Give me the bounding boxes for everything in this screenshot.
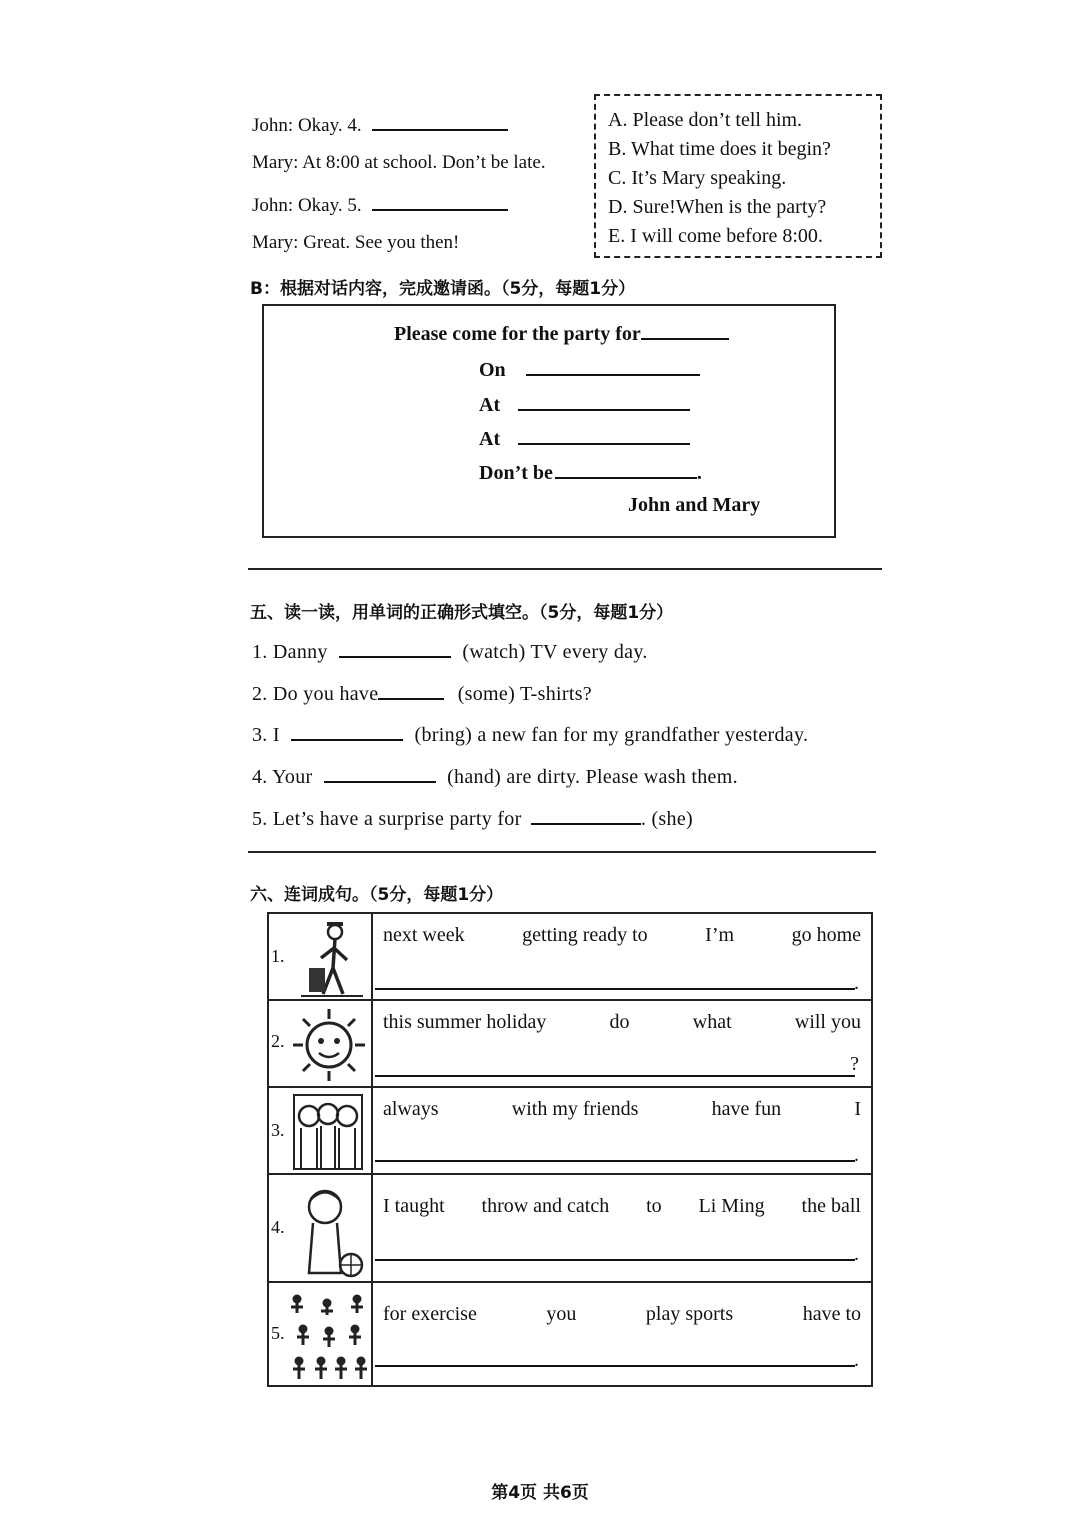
period: . [696, 462, 702, 484]
row-number: 3. [271, 1120, 285, 1140]
word-chunk: what [692, 1011, 732, 1033]
sun-face-icon [287, 1005, 371, 1085]
word-chunk: go home [791, 924, 861, 946]
end-punctuation: . [854, 1243, 859, 1265]
invite-at-1 [479, 391, 690, 417]
row-number: 4. [271, 1217, 285, 1237]
picture-cell [268, 1174, 372, 1282]
answer-blank[interactable] [378, 680, 444, 700]
row-number: 2. [271, 1031, 285, 1051]
word-chunk: next week [383, 924, 465, 946]
answer-line[interactable] [375, 1365, 855, 1367]
table-row [268, 913, 872, 1000]
item-text: (bring) a new fan for my grandfather yesterday. [414, 724, 809, 746]
word-chunk: always [383, 1098, 439, 1120]
picture-cell [268, 1000, 372, 1087]
word-list [383, 1011, 861, 1034]
option-d: D. Sure!When is the party? [608, 196, 827, 218]
fill-item-1 [252, 638, 648, 664]
divider [248, 851, 876, 853]
dialogue-line-3 [252, 192, 508, 217]
word-cell [372, 1282, 872, 1386]
option-e: E. I will come before 8:00. [608, 225, 823, 247]
row-number: 5. [271, 1323, 285, 1343]
invite-at-2 [479, 425, 690, 451]
item-text: 1. Danny [252, 641, 328, 663]
answer-blank[interactable] [518, 391, 690, 411]
word-list [383, 1303, 861, 1326]
section-6-header: 六、连词成句。（5分，每题1分） [250, 885, 504, 905]
answer-blank[interactable] [641, 320, 729, 340]
answer-blank[interactable] [372, 192, 508, 211]
item-text: (some) T-shirts? [457, 683, 592, 705]
word-chunk: this summer holiday [383, 1011, 547, 1033]
boy-with-ball-icon [299, 1183, 369, 1279]
speaker: John: [252, 195, 294, 217]
row-number: 1. [271, 946, 285, 966]
dialogue-line-4 [252, 232, 459, 254]
dialogue-line-2 [252, 152, 546, 174]
word-chunk: with my friends [511, 1098, 639, 1120]
word-chunk: you [546, 1303, 577, 1325]
invitation-box [262, 304, 836, 538]
word-list [383, 1098, 861, 1121]
option-b: B. What time does it begin? [608, 138, 831, 160]
word-chunk: I’m [705, 924, 735, 946]
table-row [268, 1174, 872, 1282]
word-chunk: I taught [383, 1195, 445, 1217]
at-label: At [479, 428, 501, 450]
answer-blank[interactable] [518, 425, 690, 445]
sports-figures-icon [285, 1289, 369, 1385]
item-text: 3. I [252, 724, 280, 746]
fill-item-4 [252, 763, 738, 789]
line-text: At 8:00 at school. Don’t be late. [302, 152, 546, 173]
item-text: . (she) [640, 808, 693, 830]
word-cell [372, 1000, 872, 1087]
line-text: Okay. 5. [297, 195, 362, 217]
end-punctuation: ? [850, 1053, 859, 1075]
answer-blank[interactable] [555, 459, 697, 479]
speaker: John: [252, 115, 294, 137]
at-label: At [479, 394, 501, 416]
line-text: Okay. 4. [297, 115, 362, 137]
word-chunk: to [646, 1195, 662, 1217]
answer-line[interactable] [375, 1075, 855, 1077]
picture-cell [268, 1087, 372, 1174]
answer-line[interactable] [375, 1160, 855, 1162]
word-cell [372, 913, 872, 1000]
item-text: (watch) TV every day. [462, 641, 648, 663]
divider [248, 568, 882, 570]
fill-item-3 [252, 721, 808, 747]
friends-group-icon [291, 1092, 365, 1172]
picture-cell [268, 1282, 372, 1386]
line-text: Great. See you then! [303, 232, 460, 253]
end-punctuation: . [854, 1349, 859, 1371]
section-5-header: 五、读一读，用单词的正确形式填空。（5分，每题1分） [250, 603, 674, 623]
word-cell [372, 1174, 872, 1282]
answer-blank[interactable] [324, 763, 436, 783]
answer-blank[interactable] [339, 638, 451, 658]
option-a: A. Please don’t tell him. [608, 109, 803, 131]
word-chunk: will you [794, 1011, 861, 1033]
word-chunk: I [854, 1098, 861, 1120]
word-cell [372, 1087, 872, 1174]
invite-title [394, 320, 729, 346]
on-label: On [479, 359, 506, 381]
page-footer: 第4页 共6页 [491, 1483, 589, 1503]
word-chunk: for exercise [383, 1303, 477, 1325]
invite-signature: John and Mary [628, 494, 761, 516]
word-list [383, 924, 861, 947]
options-box [594, 94, 882, 258]
dont-label: Don’t be [479, 462, 553, 484]
fill-item-2 [252, 680, 592, 706]
answer-blank[interactable] [372, 112, 508, 131]
dialogue-line-1 [252, 112, 508, 137]
item-text: 2. Do you have [252, 683, 379, 705]
word-order-table [267, 912, 873, 1387]
word-chunk: Li Ming [698, 1195, 765, 1217]
part-b-header: B：根据对话内容，完成邀请函。（5分，每题1分） [250, 279, 636, 299]
fill-item-5 [252, 805, 693, 831]
invite-dont [479, 459, 702, 485]
traveler-icon [297, 918, 367, 998]
item-text: 5. Let’s have a surprise party for [252, 808, 522, 830]
item-text: (hand) are dirty. Please wash them. [447, 766, 738, 788]
answer-line[interactable] [375, 1259, 855, 1261]
word-chunk: do [609, 1011, 630, 1033]
option-c: C. It’s Mary speaking. [608, 167, 787, 189]
table-row [268, 1000, 872, 1087]
answer-blank[interactable] [526, 356, 700, 376]
answer-blank[interactable] [531, 805, 641, 825]
word-chunk: throw and catch [481, 1195, 610, 1217]
answer-line[interactable] [375, 988, 855, 990]
item-text: 4. Your [252, 766, 313, 788]
table-row [268, 1087, 872, 1174]
invite-on [479, 356, 700, 382]
word-chunk: play sports [645, 1303, 734, 1325]
end-punctuation: . [854, 1144, 859, 1166]
speaker: Mary: [252, 232, 299, 253]
word-chunk: getting ready to [522, 924, 648, 946]
speaker: Mary: [252, 152, 299, 173]
invite-title-text: Please come for the party for [394, 323, 641, 345]
word-chunk: have to [802, 1303, 861, 1325]
word-chunk: the ball [801, 1195, 861, 1217]
word-list [383, 1195, 861, 1218]
end-punctuation: . [854, 972, 859, 994]
answer-blank[interactable] [291, 721, 403, 741]
picture-cell [268, 913, 372, 1000]
table-row [268, 1282, 872, 1386]
word-chunk: have fun [711, 1098, 782, 1120]
